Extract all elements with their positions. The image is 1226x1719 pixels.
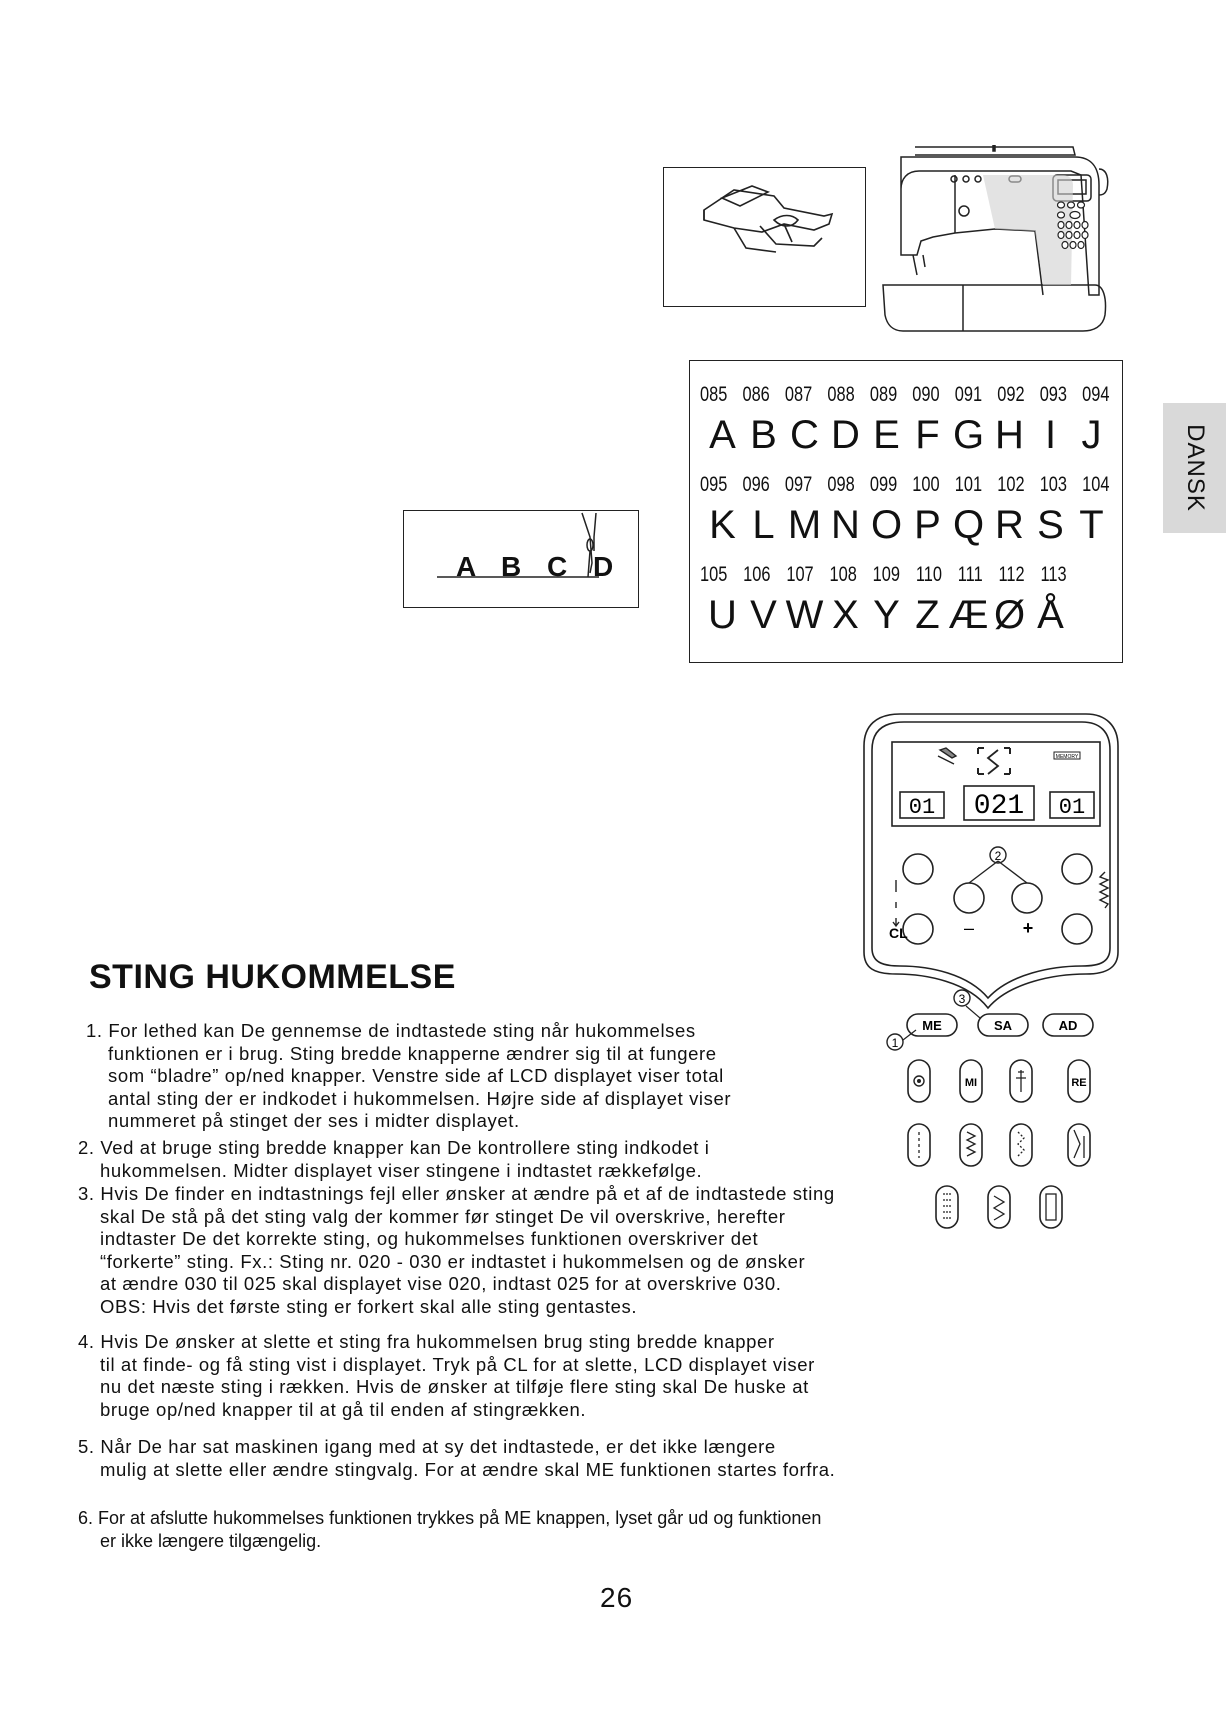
text-line: antal sting der er indkodet i hukommelsen. Højre side af displayet viser [108, 1087, 732, 1109]
text-line: 5. Når De har sat maskinen igang med at sy det indtastede, er det ikke længere [78, 1436, 776, 1457]
stitch-length-up-button [903, 854, 933, 884]
stitch-letter: Ø [993, 593, 1026, 637]
stitch-number: 113 [1040, 563, 1067, 586]
stitch-number: 101 [954, 473, 983, 496]
callout-1: 1 [891, 1036, 899, 1050]
page-number: 26 [600, 1582, 634, 1613]
needle-position-button [1062, 854, 1092, 884]
stitch-letter: H [995, 413, 1024, 457]
stitch-number: 109 [872, 563, 901, 586]
stitch-number: 112 [998, 563, 1025, 586]
stitch-letter: N [831, 503, 860, 547]
instruction-3 [78, 1183, 928, 1319]
text-line: 2. Ved at bruge sting bredde knapper kan De kontrollere sting indkodet i [78, 1137, 710, 1158]
sewing-machine-illustration [863, 145, 1118, 332]
stitch-number: 093 [1039, 383, 1068, 406]
text-line: at ændre 030 til 025 skal displayet vise 020, indtast 025 for at overskrive 030. [100, 1273, 782, 1295]
number-row-1 [700, 383, 1110, 407]
stitch-number: 090 [912, 383, 940, 406]
stitch-number: 091 [954, 383, 983, 406]
text-line: er ikke længere tilgængelig. [100, 1530, 322, 1551]
stitch-letter: A [709, 413, 736, 457]
stitch-letter: I [1044, 413, 1057, 457]
alphabet-stitch-chart [689, 360, 1123, 663]
text-line: skal De stå på det sting valg der kommer før stinget De vil overskrive, herefter [100, 1205, 786, 1227]
callout-3: 3 [958, 992, 966, 1006]
stitch-number: 106 [743, 563, 771, 586]
text-line: funktionen er i brug. Sting bredde knapperne ændrer sig til at fungere [108, 1042, 717, 1064]
presser-foot-icon [664, 168, 864, 305]
stitch-letter: V [750, 593, 777, 637]
text-line: 3. Hvis De finder en indtastnings fejl eller ønsker at ændre på et af de indtastede sting [78, 1183, 835, 1204]
width-minus-button [954, 883, 984, 913]
stitch-number: 099 [869, 473, 898, 496]
text-line: 1. For lethed kan De gennemse de indtastede sting når hukommelses [86, 1020, 696, 1041]
stitch-letter: X [832, 593, 859, 637]
plus-label: + [1022, 918, 1034, 938]
stitch-number: 107 [786, 563, 814, 586]
stitch-number: 105 [700, 563, 728, 586]
language-tab-label: DANSK [1181, 424, 1209, 512]
text-line: til at finde- og få sting vist i displayet. Tryk på CL for at slette, LCD displayet viser [100, 1353, 815, 1375]
stitch-letter: E [873, 413, 900, 457]
text-line: bruge op/ned knapper til at gå til enden af stingrækken. [100, 1398, 587, 1420]
stitch-letter: W [785, 593, 824, 637]
stitch-number: 087 [784, 383, 813, 406]
text-line: indtaster De det korrekte sting, og hukommelses funktionen overskriver det [100, 1228, 759, 1250]
lcd-left-value: 01 [908, 795, 936, 820]
stitch-letter: R [995, 503, 1024, 547]
stitch-letter: M [787, 503, 822, 547]
stitch-letter: G [952, 413, 985, 457]
text-line: hukommelsen. Midter displayet viser stingene i indtastet rækkefølge. [100, 1159, 703, 1181]
stitch-number: 102 [997, 473, 1025, 496]
lcd-display [900, 748, 1094, 822]
stitch-number: 111 [957, 563, 983, 586]
text-line: OBS: Hvis det første sting er forkert skal alle sting gentastes. [100, 1295, 638, 1317]
instruction-5 [78, 1436, 928, 1481]
stitch-letter: C [790, 413, 819, 457]
stitch-letter: F [915, 413, 940, 457]
callout-2: 2 [994, 849, 1002, 863]
stitch-letter: U [708, 593, 737, 637]
stitch-letter: O [870, 503, 903, 547]
stitch-number: 097 [784, 473, 813, 496]
language-tab [1163, 403, 1226, 533]
presser-foot-illustration [663, 167, 866, 307]
stitch-letter: S [1037, 503, 1064, 547]
stitch-number: 096 [742, 473, 770, 496]
text-line: mulig at slette eller ændre stingvalg. For at ændre skal ME funktionen startes forfra. [100, 1458, 836, 1480]
text-line: nu det næste sting i rækken. Hvis de ønsker at tilføje flere sting skal De huske at [100, 1376, 809, 1398]
stitch-letter: Q [952, 503, 985, 547]
letter-row-1 [702, 413, 1112, 458]
instruction-6 [78, 1507, 928, 1552]
stitch-number: 092 [997, 383, 1025, 406]
letter-row-3 [702, 593, 1071, 638]
stitch-number: 100 [912, 473, 940, 496]
stitch-letter: Z [915, 593, 940, 637]
stitch-number: 104 [1082, 473, 1110, 496]
instruction-1 [86, 1020, 936, 1133]
minus-label: – [963, 918, 975, 938]
stitch-letter: K [709, 503, 736, 547]
stitch-letter: L [752, 503, 775, 547]
stitch-number: 095 [700, 473, 728, 496]
width-plus-button [1012, 883, 1042, 913]
stitch-letter: B [750, 413, 777, 457]
stitch-number: 103 [1039, 473, 1068, 496]
sample-stitch-text: A B C D [456, 551, 623, 582]
stitch-number: 086 [742, 383, 770, 406]
needle-icon [404, 511, 640, 609]
memory-indicator: MEMORY [1055, 754, 1079, 760]
stitch-number: 098 [827, 473, 855, 496]
stitch-number: 089 [869, 383, 898, 406]
text-line: som “bladre” op/ned knapper. Venstre side af LCD displayet viser total [108, 1065, 724, 1087]
stitch-number: 085 [700, 383, 728, 406]
ad-button-label: AD [1058, 1018, 1078, 1033]
stitch-number: 088 [827, 383, 855, 406]
text-line: nummeret på stinget der ses i midter displayet. [108, 1110, 520, 1132]
text-line: “forkerte” sting. Fx.: Sting nr. 020 - 030 er indtastet i hukommelsen og de ønsker [100, 1250, 806, 1272]
letter-row-2 [702, 503, 1112, 548]
stitch-letter: Å [1037, 593, 1064, 637]
mi-button-label: MI [964, 1077, 978, 1089]
stitch-letter: P [914, 503, 941, 547]
instruction-4 [78, 1331, 928, 1421]
stitch-number: 108 [829, 563, 857, 586]
stitch-letter: T [1079, 503, 1104, 547]
re-button-label: RE [1071, 1077, 1087, 1089]
stitch-letter: D [831, 413, 860, 457]
instruction-2 [78, 1137, 928, 1182]
stitch-letter: Æ [948, 593, 989, 637]
text-line: 6. For at afslutte hukommelses funktionen trykkes på ME knappen, lyset går ud og funktionen [78, 1508, 822, 1528]
tension-button [1062, 914, 1092, 944]
lcd-center-value: 021 [973, 791, 1025, 822]
stitch-letter: Y [873, 593, 900, 637]
stitch-number: 110 [915, 563, 942, 586]
clear-label: CL [889, 925, 908, 941]
number-row-3 [700, 563, 1067, 587]
sa-button-label: SA [993, 1018, 1013, 1033]
text-line: 4. Hvis De ønsker at slette et sting fra hukommelsen brug sting bredde knapper [78, 1331, 775, 1352]
lcd-right-value: 01 [1058, 795, 1086, 820]
stitch-number: 094 [1082, 383, 1110, 406]
me-button-label: ME [922, 1018, 942, 1033]
stitch-letter: J [1081, 413, 1102, 457]
number-row-2 [700, 473, 1110, 497]
sample-stitch-box [403, 510, 639, 608]
section-heading: STING HUKOMMELSE [89, 958, 456, 996]
